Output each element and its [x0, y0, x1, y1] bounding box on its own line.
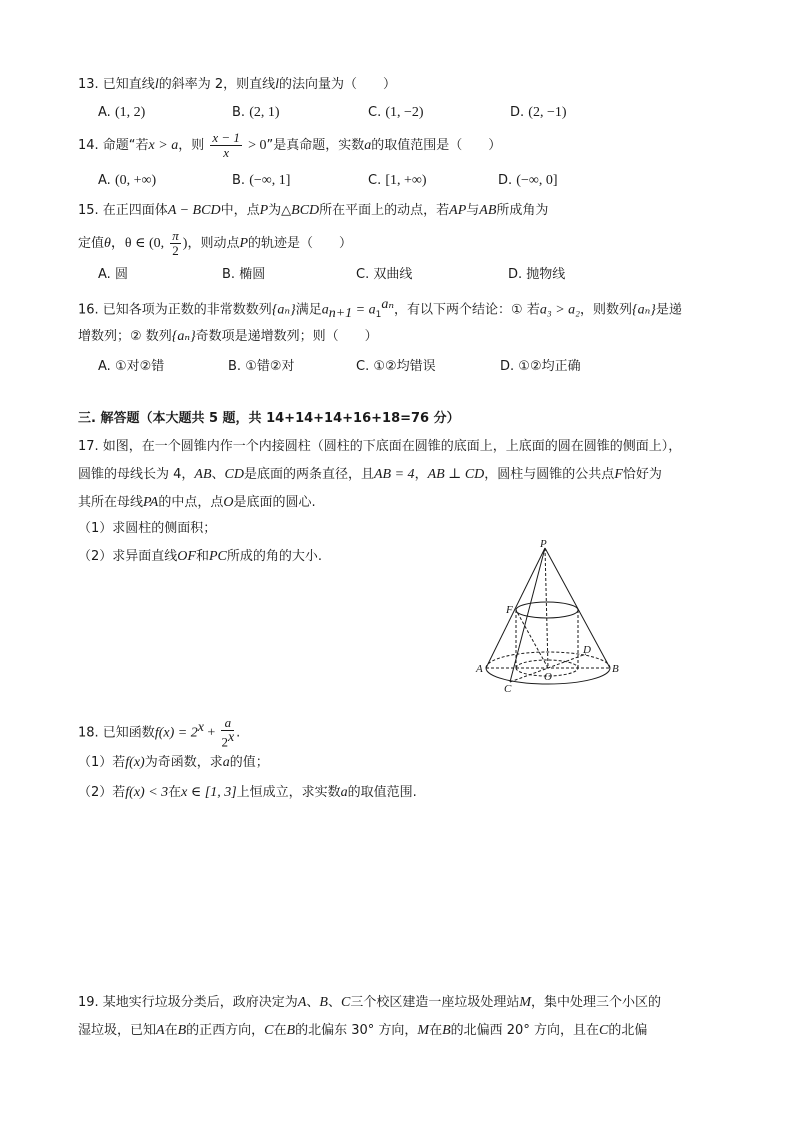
q16-option-b: B. ①错②对 — [228, 359, 295, 374]
label-b: B — [612, 663, 619, 675]
q13-options — [98, 104, 718, 122]
cone-cylinder-figure — [470, 538, 630, 698]
q16-options — [98, 358, 718, 376]
q14-option-b: B. (−∞, 1] — [232, 173, 291, 188]
q14-stem: 14. 命题“若x > a，则 $\frac{x - 1}{x}$ > 0”是真命题，实数a的取值范围是（ ） — [78, 130, 502, 160]
q15-stem-line2: 定值θ，θ ∈ (0, $\frac{\pi}{2}$ )，则动点P的轨迹是（ ） — [78, 228, 353, 258]
q17-sub2: （2）求异面直线OF和PC所成的角的大小. — [78, 549, 322, 564]
q16-option-d: D. ①②均正确 — [500, 359, 581, 374]
q17-stem-line1: 17. 如图，在一个圆锥内作一个内接圆柱（圆柱的下底面在圆锥的底面上，上底面的圆在圆锥的侧面上）， — [78, 439, 682, 454]
section-3-heading: 三. 解答题（本大题共 5 题，共 14+14+14+16+18=76 分） — [78, 411, 460, 426]
q13-option-c: C. (1, −2) — [368, 105, 424, 120]
q14-option-a: A. (0, +∞) — [98, 173, 157, 188]
q16-stem-line2: 增数列；② 数列{aₙ}奇数项是递增数列；则（ ） — [78, 329, 378, 344]
label-a: A — [476, 663, 483, 675]
q18-stem: 18. 已知函数$f(x) = 2^x$ + $\frac{a}{2^x}$ . — [78, 715, 241, 750]
cone-edge-pc — [510, 548, 545, 682]
q16-stem-line1: 16. 已知各项为正数的非常数数列{aₙ}满足$a_{n+1} = a_1^{a_n}$，有以下两个结论：① 若a₃ > a₂，则数列{aₙ}是递 — [78, 297, 682, 321]
q16-option-a: A. ①对②错 — [98, 359, 165, 374]
label-o: O — [544, 671, 552, 683]
q18-sub2: （2）若f(x) < 3在x ∈ [1, 3]上恒成立，求实数a的取值范围. — [78, 785, 417, 800]
q14-option-c: C. [1, +∞) — [368, 173, 427, 188]
q16-option-c: C. ①②均错误 — [356, 359, 436, 374]
label-f: F — [506, 604, 513, 616]
q13-stem: 13. 已知直线l的斜率为 2，则直线l的法向量为（ ） — [78, 77, 397, 92]
q14-fraction: $\frac{x - 1}{x}$ — [212, 130, 240, 160]
q15-options — [98, 266, 718, 284]
q15-option-a: A. 圆 — [98, 267, 128, 282]
q15-option-c: C. 双曲线 — [356, 267, 413, 282]
q18-sub1: （1）若f(x)为奇函数，求a的值； — [78, 755, 269, 770]
q17-stem-line3: 其所在母线PA的中点，点O是底面的圆心. — [78, 495, 316, 510]
q18-fraction: $\frac{a}{2^x}$ — [221, 715, 235, 750]
q17-stem-line2: 圆锥的母线长为 4，AB、CD是底面的两条直径，且AB = 4，AB ⊥ CD，圆柱与圆锥的公共点F恰好为 — [78, 467, 662, 482]
q14-options — [98, 172, 718, 190]
label-d: D — [583, 644, 591, 656]
q15-option-b: B. 椭圆 — [222, 267, 266, 282]
q15-pi-fraction: $\frac{\pi}{2}$ — [172, 228, 179, 258]
q15-option-d: D. 抛物线 — [508, 267, 566, 282]
cone-axis — [545, 548, 548, 668]
q17-sub1: （1）求圆柱的侧面积； — [78, 521, 217, 536]
q15-stem-line1: 15. 在正四面体A − BCD中，点P为△BCD所在平面上的动点，若AP与AB所成角为 — [78, 203, 549, 218]
label-c: C — [504, 683, 512, 695]
label-p: P — [540, 538, 547, 550]
q19-stem-line1: 19. 某地实行垃圾分类后，政府决定为A、B、C三个校区建造一座垃圾处理站M，集中处理三个小区的 — [78, 995, 662, 1010]
q13-option-b: B. (2, 1) — [232, 105, 280, 120]
q13-option-d: D. (2, −1) — [510, 105, 567, 120]
q19-stem-line2: 湿垃圾，已知A在B的正西方向，C在B的北偏东 30° 方向，M在B的北偏西 20° 方向，且在C的北偏 — [78, 1023, 648, 1038]
q13-option-a: A. (1, 2) — [98, 105, 146, 120]
q14-option-d: D. (−∞, 0] — [498, 173, 558, 188]
